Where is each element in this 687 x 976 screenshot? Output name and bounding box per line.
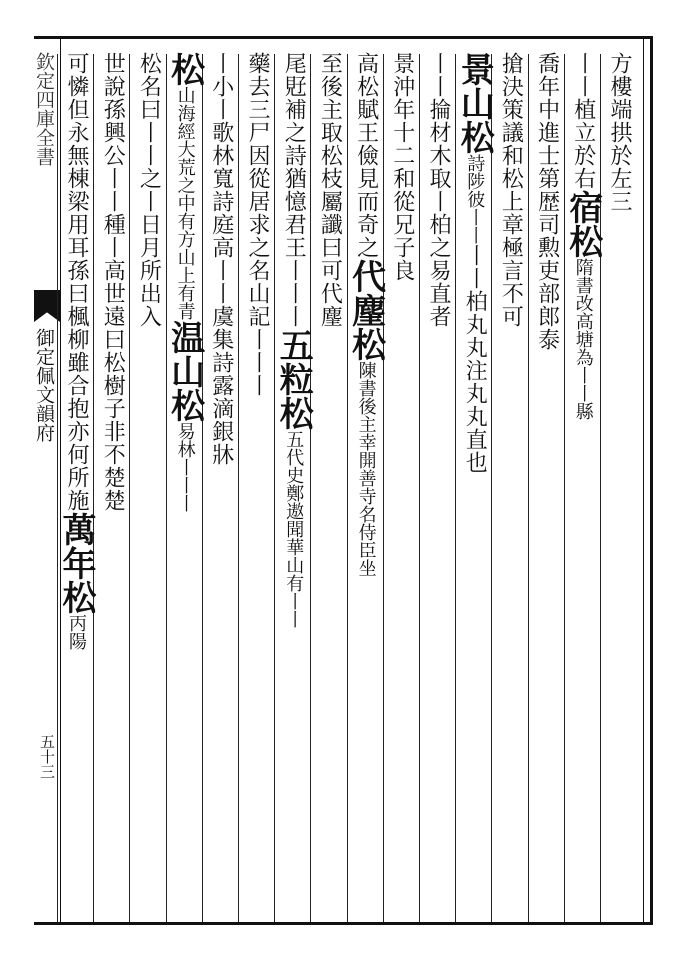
column-rule	[347, 54, 348, 922]
column-rule	[238, 54, 239, 922]
book-title: 欽定四庫全書	[33, 52, 55, 166]
entry-heading: 松	[164, 52, 205, 86]
source-note: 丙陽	[66, 614, 87, 650]
text-column	[131, 52, 165, 328]
column-rule	[166, 54, 167, 922]
body-text: 丨丨掄材木取丨柏之易直者	[426, 52, 451, 328]
column-rule	[491, 54, 492, 922]
body-text: 丨小丨歌林寬詩庭高丨丨虞集詩露滴銀牀	[208, 52, 234, 466]
column-rule	[383, 54, 384, 922]
source-note: 易林丨丨丨	[174, 422, 196, 512]
text-column	[164, 52, 205, 512]
column-rule	[419, 54, 420, 922]
body-text: 松名曰丨丨之丨日月所出入	[136, 52, 162, 328]
column-rule	[564, 54, 565, 922]
entry-heading: 温山松	[164, 320, 205, 422]
text-column	[530, 52, 564, 351]
text-column	[345, 52, 386, 577]
body-text: 景沖年十二和從兄子良	[389, 52, 415, 282]
body-text: 可憐但永無棟梁用耳孫曰楓柳雖合抱亦何所施	[64, 52, 89, 512]
column-rule	[93, 54, 94, 922]
right-border	[650, 36, 653, 925]
text-column	[562, 52, 603, 420]
body-text: 高松賦王儉見而奇之	[353, 52, 379, 259]
column-rule	[310, 54, 311, 922]
entry-heading: 代麈松	[345, 259, 386, 361]
text-column	[240, 52, 274, 397]
text-column	[95, 52, 129, 512]
body-text: 丨丨柏丸丸注丸丸直也	[462, 244, 488, 474]
body-text: 搶決策議和松上章極言不可	[498, 52, 524, 328]
text-column	[421, 52, 455, 328]
source-note: 五代史鄭遨聞華山有丨丨	[283, 430, 305, 628]
column-rule	[129, 54, 130, 922]
text-column	[385, 52, 419, 282]
page-number: 五十三	[38, 734, 56, 779]
text-column	[602, 52, 636, 213]
entry-heading: 景山松	[454, 52, 495, 154]
body-text: 尾覎補之詩猶憶君王丨丨丨	[281, 52, 307, 328]
text-column	[312, 52, 346, 328]
text-column	[204, 52, 238, 466]
column-rule	[57, 54, 58, 922]
column-rule	[600, 54, 601, 922]
source-note: 山海經大荒之中有方山上有青	[174, 86, 196, 320]
entry-heading: 五粒松	[273, 328, 314, 430]
body-text: 丨丨植立於右	[570, 52, 596, 190]
bottom-border	[34, 922, 653, 925]
entry-heading: 宿松	[562, 190, 603, 258]
source-note: 陳書後主幸開善寺名侍臣坐	[355, 361, 377, 577]
top-border	[34, 36, 653, 39]
body-text: 世說孫興公丨丨種丨高世遠曰松樹子非不楚楚	[100, 52, 126, 512]
text-column	[56, 52, 96, 650]
text-column	[493, 52, 527, 328]
column-rule	[455, 54, 456, 922]
body-text: 喬年中進士第歴司勲吏部郎泰	[534, 52, 560, 351]
column-rule	[202, 54, 203, 922]
column-rule	[528, 54, 529, 922]
text-column	[454, 52, 495, 474]
source-note: 隋書改高塘為丨丨縣	[572, 258, 594, 420]
volume-title: 御定佩文韻府	[33, 328, 55, 442]
body-text: 至後主取松枝屬讖曰可代麈	[317, 52, 343, 328]
text-column	[273, 52, 314, 628]
body-text: 藥去三尸因從居求之名山記丨丨丨	[245, 52, 270, 397]
inner-right-border	[643, 38, 644, 924]
body-text: 方樓端拱於左三	[607, 52, 632, 213]
source-note: 詩陟彼丨丨	[464, 154, 486, 244]
column-rule	[274, 54, 275, 922]
entry-heading: 萬年松	[56, 512, 96, 614]
